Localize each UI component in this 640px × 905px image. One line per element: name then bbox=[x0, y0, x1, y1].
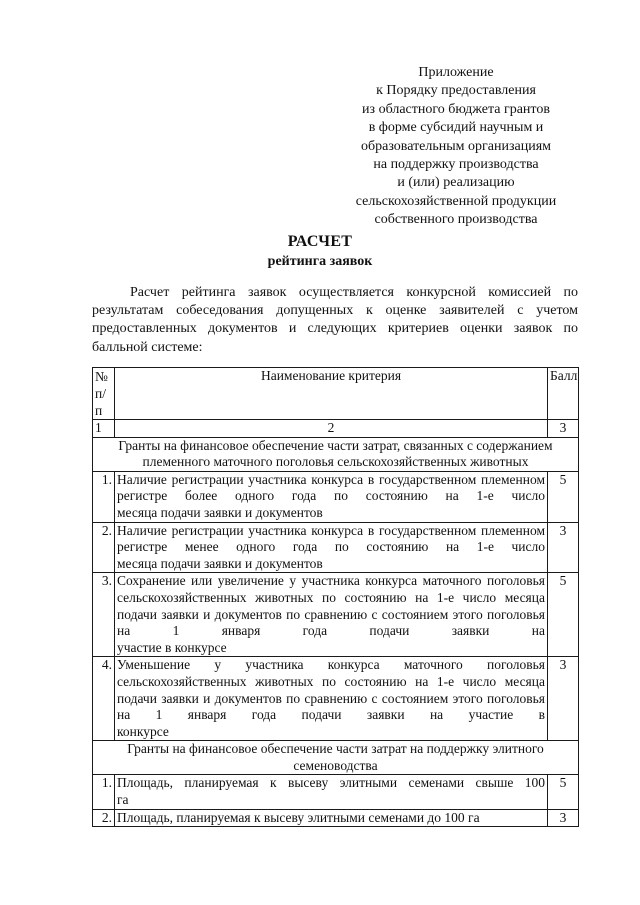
table-row bbox=[93, 522, 579, 573]
section-title: Гранты на финансовое обеспечение части затрат, связанных с содержанием племенного маточного поголовья сельскохозяйственных животных bbox=[93, 437, 579, 471]
row-criterion bbox=[115, 471, 548, 522]
table-row bbox=[93, 657, 579, 741]
colnum-1: 1 bbox=[93, 420, 115, 438]
section-row bbox=[93, 741, 579, 775]
table-header-row bbox=[93, 368, 579, 420]
criterion-text: Площадь, планируемая к высеву элитными семенами до 100 га bbox=[117, 809, 480, 825]
criterion-text: Сохранение или увеличение у участника конкурса маточного поголовья сельскохозяйственных животных по состоянию на 1-е число месяца подачи заявки и документов по сравнению с состоянием этого поголовья на 1 января года подачи заявки на bbox=[117, 573, 545, 639]
document-subtitle: рейтинга заявок bbox=[267, 254, 373, 269]
appendix-line: из областного бюджета грантов bbox=[362, 101, 550, 117]
intro-text: Расчет рейтинга заявок осуществляется конкурсной комиссией по результатам собеседования допущенных к оценке заявителей с учетом предоставленных документов и следующих критериев оценки заявок по балльной системе: bbox=[92, 285, 578, 355]
row-criterion bbox=[115, 809, 548, 827]
appendix-line: собственного производства bbox=[374, 212, 538, 228]
criterion-text-end: месяца подачи заявки и документов bbox=[117, 555, 323, 571]
row-num: 3. bbox=[93, 573, 115, 657]
criterion-text: Уменьшение у участника конкурса маточного поголовья сельскохозяйственных животных по состоянию на 1-е число месяца подачи заявки и документов по сравнению с состоянием этого поголовья на 1 января года подачи заявки на участие в bbox=[117, 657, 545, 723]
criterion-text-end: конкурсе bbox=[117, 723, 169, 739]
column-number-row bbox=[93, 420, 579, 438]
row-criterion bbox=[115, 775, 548, 809]
criterion-text-end: месяца подачи заявки и документов bbox=[117, 504, 323, 520]
table-row bbox=[93, 471, 579, 522]
row-criterion bbox=[115, 657, 548, 741]
row-num: 2. bbox=[93, 522, 115, 573]
criterion-text-end: участие в конкурсе bbox=[117, 639, 227, 655]
criterion-text: Наличие регистрации участника конкурса в государственном племенном регистре более одного года по состоянию на 1-е число bbox=[117, 471, 545, 504]
row-num: 4. bbox=[93, 657, 115, 741]
table-row bbox=[93, 809, 579, 827]
intro-paragraph bbox=[92, 284, 578, 357]
header-name: Наименование критерия bbox=[115, 368, 548, 420]
row-num: 1. bbox=[93, 775, 115, 809]
row-criterion bbox=[115, 522, 548, 573]
row-criterion bbox=[115, 573, 548, 657]
row-score: 3 bbox=[548, 657, 579, 741]
document-title: РАСЧЕТ bbox=[287, 233, 353, 250]
header-score: Балл bbox=[548, 368, 579, 420]
row-num: 1. bbox=[93, 471, 115, 522]
row-score: 5 bbox=[548, 573, 579, 657]
section-row bbox=[93, 437, 579, 471]
appendix-line: сельскохозяйственной продукции bbox=[355, 193, 557, 209]
appendix-line: к Порядку предоставления bbox=[376, 83, 536, 99]
table-row bbox=[93, 573, 579, 657]
table-row bbox=[93, 775, 579, 809]
row-score: 5 bbox=[548, 471, 579, 522]
appendix-header bbox=[330, 64, 582, 230]
row-score: 3 bbox=[548, 809, 579, 827]
section-title: Гранты на финансовое обеспечение части затрат на поддержку элитного семеноводства bbox=[93, 741, 579, 775]
appendix-line: образовательным организациям bbox=[361, 138, 551, 154]
colnum-2: 2 bbox=[115, 420, 548, 438]
appendix-line: на поддержку производства bbox=[373, 157, 539, 173]
row-score: 5 bbox=[548, 775, 579, 809]
appendix-line: и (или) реализацию bbox=[397, 175, 515, 191]
criterion-text: Наличие регистрации участника конкурса в государственном племенном регистре менее одного года по состоянию на 1-е число bbox=[117, 522, 545, 555]
row-num: 2. bbox=[93, 809, 115, 827]
header-num: № п/п bbox=[93, 368, 115, 420]
criteria-table bbox=[92, 367, 579, 827]
appendix-line: в форме субсидий научным и bbox=[368, 120, 544, 136]
colnum-3: 3 bbox=[548, 420, 579, 438]
row-score: 3 bbox=[548, 522, 579, 573]
criterion-text: Площадь, планируемая к высеву элитными семенами свыше 100 bbox=[117, 775, 545, 791]
criterion-text-end: га bbox=[117, 792, 129, 808]
appendix-line: Приложение bbox=[418, 65, 494, 80]
